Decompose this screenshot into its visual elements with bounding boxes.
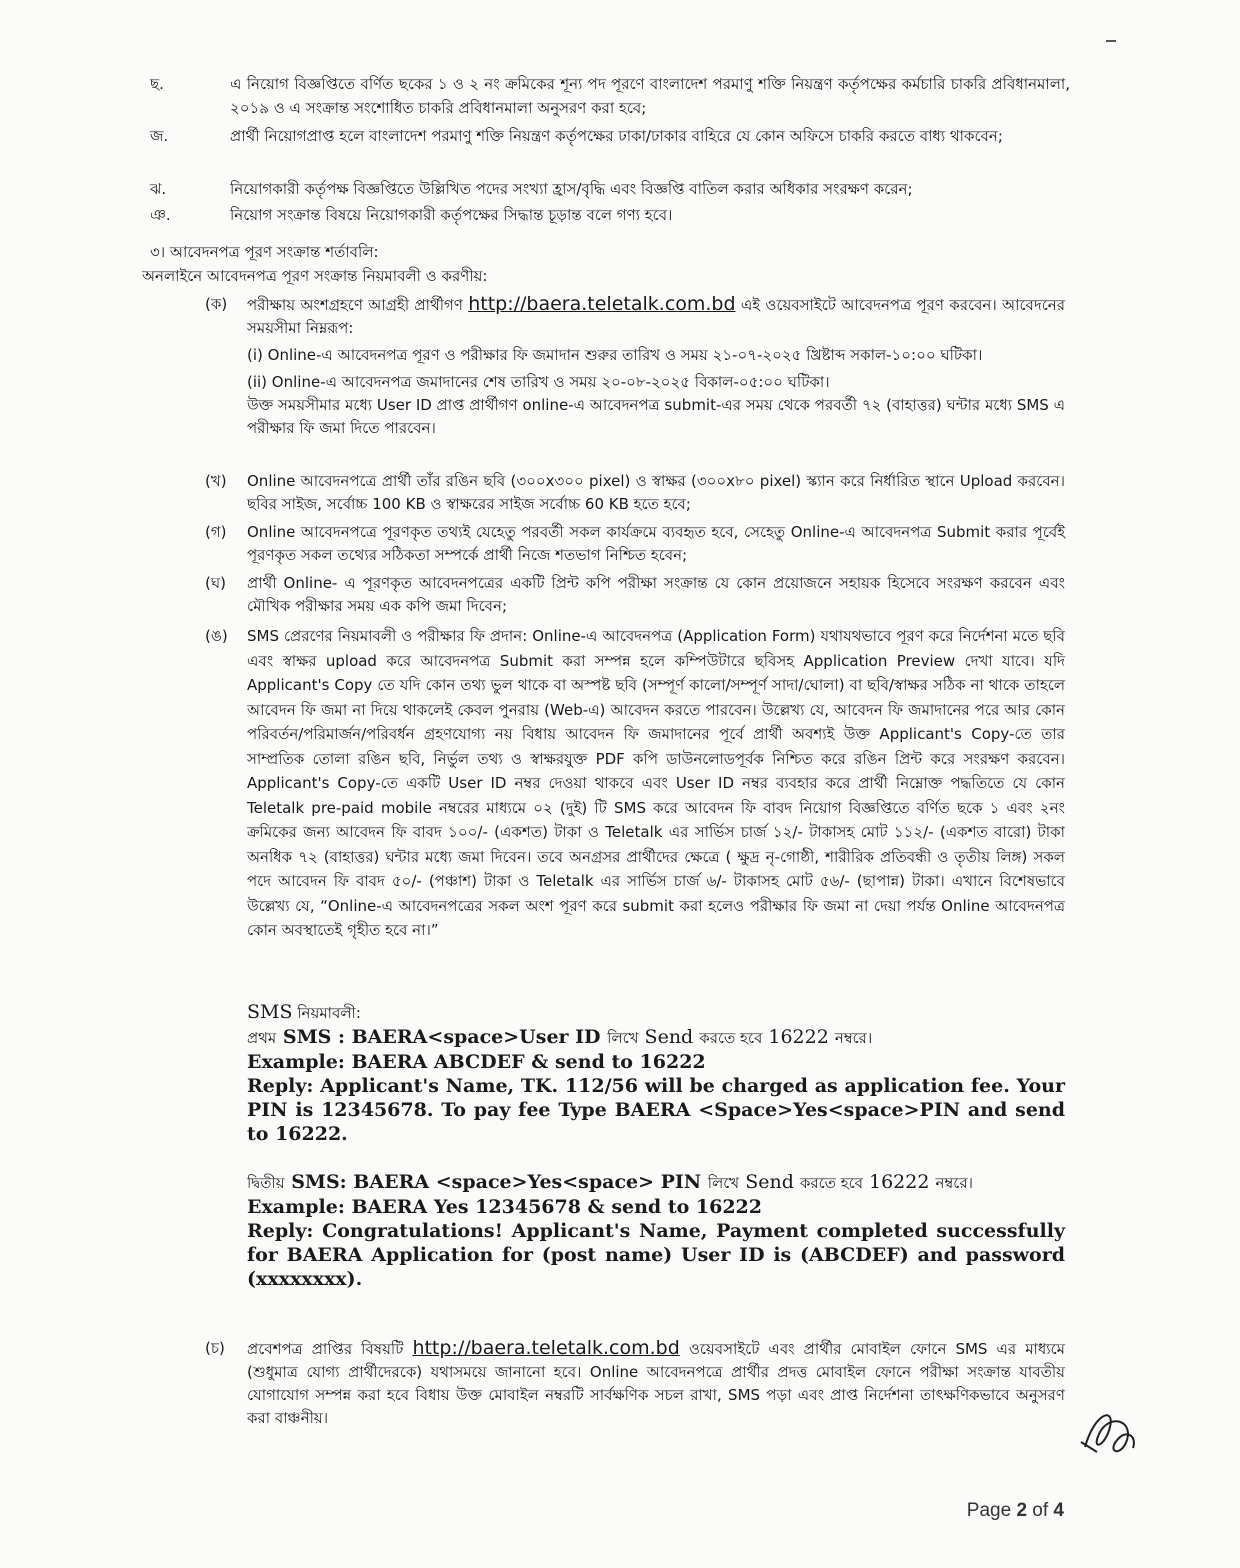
item-marker: (খ) [205,472,227,490]
item-gha [205,572,1065,618]
item-kha [205,470,1065,516]
item-text: SMS প্রেরণের নিয়মাবলী ও পরীক্ষার ফি প্রদান: Online-এ আবেদনপত্র (Application Form) যথাযথভাবে পূরণ করে নির্দেশনা মতে ছবি এবং স্বাক্ষর upload করে আবেদনপত্র Submit করা সম্পন্ন হলে কম্পিউটারে ছবিসহ Application Preview দেখা যাবে। যদি Applicant's Copy তে যদি কোন তথ্য ভুল থাকে বা অস্পষ্ট ছবি (সম্পূর্ণ কালো/সম্পূর্ণ সাদা/ঘোলা) বা ছবি/স্বাক্ষর সঠিক না থাকে তাহলে আবেদন ফি জমা না দিয়ে থাকলেই কেবল পুনরায় (Web-এ) আবেদন করতে পারবেন। উল্লেখ্য যে, আবেদন ফি জমাদানের পরে আর কোন পরিবর্তন/পরিমার্জন/পরিবর্ধন গ্রহণযোগ্য নয় বিধায় আবেদন ফি জমাদানের পূর্বে প্রার্থী অবশ্যই উক্ত Applicant's Copy-তে তার সাম্প্রতিক তোলা রঙিন ছবি, নির্ভুল তথ্য ও স্বাক্ষরযুক্ত PDF কপি ডাউনলোডপূর্বক নিশ্চিত করে রঙিন প্রিন্ট করে সংরক্ষণ করবেন। Applicant's Copy-তে একটি User ID নম্বর দেওয়া থাকবে এবং User ID নম্বর ব্যবহার করে প্রার্থী নিম্নোক্ত পদ্ধতিতে যে কোন Teletalk pre-paid mobile নম্বরের মাধ্যমে ০২ (দুই) টি SMS করে আবেদন ফি বাবদ নিয়োগ বিজ্ঞপ্তিতে বর্ণিত ছকে ১ এবং ২নং ক্রমিকের জন্য আবেদন ফি বাবদ ১০০/- (একশত) টাকা ও Teletalk এর সার্ভিস চার্জ ১২/- টাকাসহ মোট ১১২/- (একশত বারো) টাকা অনধিক ৭২ (বাহাত্তর) ঘন্টার মধ্যে জমা দিবেন। তবে অনগ্রসর প্রার্থীদের ক্ষেত্রে ( ক্ষুদ্র নৃ-গোষ্ঠী, শারীরিক প্রতিবন্ধী ও তৃতীয় লিঙ্গ) সকল পদে আবেদন ফি বাবদ ৫০/- (পঞ্চাশ) টাকা ও Teletalk এর সার্ভিস চার্জ ৬/- টাকাসহ মোট ৫৬/- (ছাপান্ন) টাকা। এখানে বিশেষভাবে উল্লেখ্য যে, “Online-এ আবেদনপত্রের সকল অংশ পূরণ করে submit করা হলেও পরীক্ষার ফি জমা না দেয়া পর্যন্ত Online আবেদনপত্র কোন অবস্থাতেই গৃহীত হবে না।” [247,627,1065,939]
sms-second-reply: Reply: Congratulations! Applicant's Name, Payment completed successfully for BAERA Application for (post name) User ID is (ABCDEF) and password (xxxxxxxx). [247,1220,1065,1290]
website-link[interactable]: http://baera.teletalk.com.bd [412,1337,680,1359]
section-subheading: অনলাইনে আবেদনপত্র পূরণ সংক্রান্ত নিয়মাবলী ও করণীয়: [142,267,488,285]
item-cha [205,1337,1065,1430]
item-text: পরীক্ষায় অংশগ্রহণে আগ্রহী প্রার্থীগণ [247,296,469,314]
clause-marker: ছ. [150,75,164,93]
item-text: Online আবেদনপত্রে পূরণকৃত তথ্যই যেহেতু পরবর্তী সকল কার্যক্রমে ব্যবহৃত হবে, সেহেতু Online-এ আবেদনপত্র Submit করার পূর্বেই পূরণকৃত সকল তথ্যের সঠিকতা সম্পর্কে প্রার্থী নিজে শতভাগ নিশ্চিত হবেন; [247,523,1065,564]
clause-text: প্রার্থী নিয়োগপ্রাপ্ত হলে বাংলাদেশ পরমাণু শক্তি নিয়ন্ত্রণ কর্তৃপক্ষের ঢাকা/ঢাকার বাহিরে যে কোন অফিসে চাকরি করতে বাধ্য থাকবেন; [230,127,1003,145]
clause-text: এ নিয়োগ বিজ্ঞপ্তিতে বর্ণিত ছকের ১ ও ২ নং ক্রমিকের শূন্য পদ পূরণে বাংলাদেশ পরমাণু শক্তি নিয়ন্ত্রণ কর্তৃপক্ষের কর্মচারি চাকরি প্রবিধানমালা, ২০১৯ ও এ সংক্রান্ত সংশোধিত চাকরি প্রবিধানমালা অনুসরণ করা হবে; [230,75,1070,117]
item-marker: (চ) [205,1339,225,1357]
sms-first-command: প্রথম SMS : BAERA<space>User ID লিখে Send করতে হবে 16222 নম্বরে। [247,1026,873,1048]
signature-scribble [1075,1402,1145,1462]
item-sub-3: উক্ত সময়সীমার মধ্যে User ID প্রাপ্ত প্রার্থীগণ online-এ আবেদনপত্র submit-এর সময় থেকে পরবর্তী ৭২ (বাহাত্তর) ঘন্টার মধ্যে SMS এ পরীক্ষার ফি জমা দিতে পারবেন। [247,396,1065,437]
section-heading: ৩। আবেদনপত্র পূরণ সংক্রান্ত শর্তাবলি: [150,243,379,261]
item-marker: (ঘ) [205,574,226,592]
clause-nya [150,203,1070,227]
clause-jha [150,177,1070,201]
website-link[interactable]: http://baera.teletalk.com.bd [468,293,736,315]
item-marker: (ঙ) [205,627,228,645]
item-text: প্রার্থী Online- এ পূরণকৃত আবেদনপত্রের একটি প্রিন্ট কপি পরীক্ষা সংক্রান্ত যে কোন প্রয়োজনে সহায়ক হিসেবে সংরক্ষণ করবেন এবং মৌখিক পরীক্ষার সময় এক কপি জমা দিবেন; [247,574,1065,615]
item-sub-2: (ii) Online-এ আবেদনপত্র জমাদানের শেষ তারিখ ও সময় ২০-০৮-২০২৫ বিকাল-০৫:০০ ঘটিকা। [247,373,830,391]
item-text: ওয়েবসাইটে এবং প্রার্থীর মোবাইল ফোনে SMS এর মাধ্যমে (শুধুমাত্র যোগ্য প্রার্থীদেরকে) যথাসময়ে জানানো হবে। Online আবেদনপত্রে প্রার্থীর প্রদত্ত মোবাইল ফোনে পরীক্ষা সংক্রান্ত যাবতীয় যোগাযোগ সম্পন্ন করা হবে বিধায় উক্ত মোবাইল নম্বরটি সার্বক্ষণিক সচল রাখা, SMS পড়া এবং প্রাপ্ত নির্দেশনা তাৎক্ষণিকভাবে অনুসরণ করা বাঞ্চনীয়। [247,1340,1065,1427]
item-text: এই ওয়েবসাইটে আবেদনপত্র পূরণ করবেন। আবেদনের সময়সীমা নিম্নরূপ: [247,296,1065,337]
clause-text: নিয়োগকারী কর্তৃপক্ষ বিজ্ঞপ্তিতে উল্লিখিত পদের সংখ্যা হ্রাস/বৃদ্ধি এবং বিজ্ঞপ্তি বাতিল করার অধিকার সংরক্ষণ করেন; [230,180,913,198]
clause-marker: জ. [150,127,169,145]
sms-rules-title: SMS নিয়মাবলী: [247,1001,361,1023]
item-text: Online আবেদনপত্রে প্রার্থী তাঁর রঙিন ছবি (৩০০x৩০০ pixel) ও স্বাক্ষর (৩০০x৮০ pixel) স্ক্যান করে নির্ধারিত স্থানে Upload করবেন। ছবির সাইজ, সর্বোচ্চ 100 KB ও স্বাক্ষরের সাইজ সর্বোচ্চ 60 KB হতে হবে; [247,472,1065,513]
clause-marker: ঞ. [150,206,171,224]
sms-second-example: Example: BAERA Yes 12345678 & send to 16222 [247,1196,762,1218]
clause-ja [150,124,1070,148]
sms-first-reply: Reply: Applicant's Name, TK. 112/56 will be charged as application fee. Your PIN is 12345678. To pay fee Type BAERA <Space>Yes<space>PIN and send to 16222. [247,1075,1065,1145]
page-number: Page 2 of 4 [966,1500,1064,1521]
clause-text: নিয়োগ সংক্রান্ত বিষয়ে নিয়োগকারী কর্তৃপক্ষের সিদ্ধান্ত চূড়ান্ত বলে গণ্য হবে। [230,206,673,224]
clause-cha [150,72,1070,120]
item-uma [205,624,1065,943]
item-marker: (গ) [205,523,227,541]
clause-marker: ঝ. [150,180,167,198]
sms-rules [247,1000,1065,1291]
item-ka [205,293,1065,440]
scan-mark [1106,40,1116,42]
item-text: প্রবেশপত্র প্রাপ্তির বিষয়টি [247,1340,413,1358]
item-ga [205,521,1065,567]
sms-second-command: দ্বিতীয় SMS: BAERA <space>Yes<space> PIN লিখে Send করতে হবে 16222 নম্বরে। [247,1171,973,1193]
item-sub-1: (i) Online-এ আবেদনপত্র পূরণ ও পরীক্ষার ফি জমাদান শুরুর তারিখ ও সময় ২১-০৭-২০২৫ খ্রিষ্টাব্দ সকাল-১০:০০ ঘটিকা। [247,346,983,364]
sms-first-example: Example: BAERA ABCDEF & send to 16222 [247,1051,706,1073]
item-marker: (ক) [205,295,228,313]
